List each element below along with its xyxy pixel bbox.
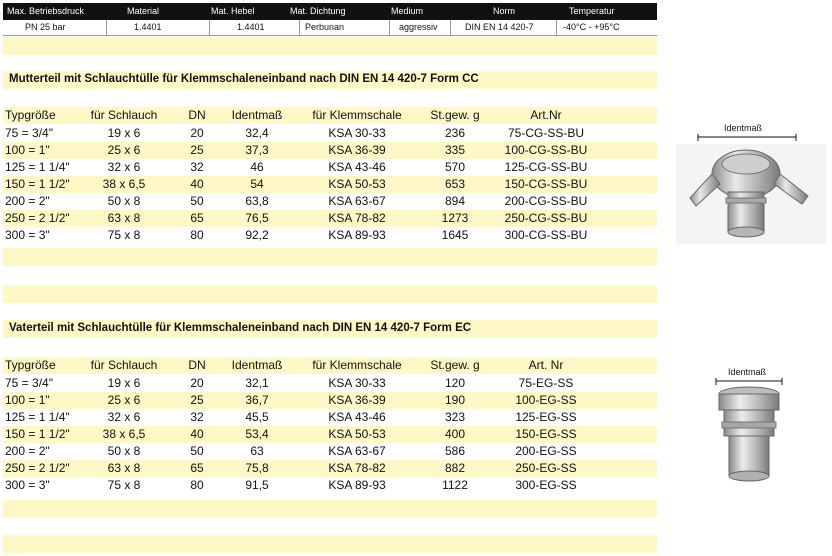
- table-cell: 120: [444, 376, 466, 390]
- spec-value-norm: DIN EN 14 420-7: [465, 22, 534, 32]
- table-cell: 882: [444, 461, 466, 475]
- divider: [450, 20, 451, 35]
- table-cell: 32,4: [245, 126, 269, 140]
- column-header: Identmaß: [231, 358, 283, 372]
- table-cell: KSA 43-46: [328, 410, 386, 424]
- table-cell: 63 x 8: [107, 461, 141, 475]
- table-row: [3, 375, 657, 392]
- table-cell: 63,8: [245, 194, 269, 208]
- spec-header-seal: Mat. Dichtung: [290, 6, 346, 16]
- section-cc-header-row: [3, 107, 657, 124]
- table-row: [3, 392, 657, 409]
- table-cell: 75-CG-SS-BU: [507, 126, 584, 140]
- table-cell: 91,5: [245, 478, 269, 492]
- table-cell: 37,3: [245, 143, 269, 157]
- section-ec-title: Vaterteil mit Schlauchtülle für Klemmschaleneinband nach DIN EN 14 420-7 Form EC: [9, 322, 472, 334]
- table-cell: 200 = 2": [5, 444, 50, 458]
- table-cell: 190: [444, 393, 466, 407]
- table-cell: 100-EG-SS: [515, 393, 577, 407]
- table-cell: 50 x 8: [107, 444, 141, 458]
- column-header: Identmaß: [231, 108, 283, 122]
- column-header: Art. Nr: [528, 358, 564, 372]
- table-cell: 32: [190, 410, 204, 424]
- spec-header-row: [3, 3, 657, 20]
- table-cell: 45,5: [245, 410, 269, 424]
- table-cell: 32,1: [245, 376, 269, 390]
- table-cell: 32 x 6: [107, 160, 141, 174]
- table-cell: 38 x 6,5: [102, 177, 146, 191]
- identmass-label-ec: Identmaß: [728, 367, 767, 377]
- section-title-band: [3, 320, 657, 338]
- table-cell: 250 = 2 1/2": [5, 461, 70, 475]
- table-cell: 125-EG-SS: [515, 410, 577, 424]
- spacer-band: [3, 285, 657, 303]
- table-row: [3, 159, 657, 176]
- table-cell: 100 = 1": [5, 393, 50, 407]
- spacer-band: [3, 248, 657, 266]
- table-cell: 1122: [442, 478, 468, 492]
- table-cell: KSA 78-82: [328, 461, 386, 475]
- column-header: für Klemmschale: [312, 108, 402, 122]
- table-cell: 150-CG-SS-BU: [504, 177, 588, 191]
- table-cell: 75-EG-SS: [518, 376, 574, 390]
- table-row: [3, 460, 657, 477]
- spacer-band: [3, 535, 657, 553]
- table-cell: 570: [444, 160, 466, 174]
- table-row: [3, 210, 657, 227]
- table-cell: 75,8: [245, 461, 269, 475]
- spec-header-material: Material: [127, 6, 160, 16]
- table-cell: 300-EG-SS: [515, 478, 577, 492]
- table-row: [3, 227, 657, 244]
- table-cell: 53,4: [245, 427, 269, 441]
- table-cell: 65: [190, 461, 204, 475]
- table-cell: KSA 63-67: [328, 194, 386, 208]
- table-cell: 80: [190, 478, 204, 492]
- table-cell: 150-EG-SS: [515, 427, 577, 441]
- table-cell: 63: [250, 444, 264, 458]
- table-cell: 300-CG-SS-BU: [504, 228, 588, 242]
- table-cell: 50: [190, 444, 204, 458]
- column-header: St.gew. g: [430, 358, 480, 372]
- column-header: für Klemmschale: [312, 358, 402, 372]
- table-cell: 32: [190, 160, 204, 174]
- section-cc-title: Mutterteil mit Schlauchtülle für Klemmschaleneinband nach DIN EN 14 420-7 Form CC: [9, 73, 479, 85]
- table-row: [3, 409, 657, 426]
- table-cell: 1273: [441, 211, 469, 225]
- table-cell: 125 = 1 1/4": [5, 410, 70, 424]
- table-cell: 100-CG-SS-BU: [504, 143, 588, 157]
- table-cell: 19 x 6: [107, 376, 141, 390]
- table-row: [3, 426, 657, 443]
- column-header: St.gew. g: [430, 108, 480, 122]
- table-cell: 150 = 1 1/2": [5, 177, 70, 191]
- column-header: für Schlauch: [90, 108, 158, 122]
- table-cell: 653: [444, 177, 466, 191]
- table-cell: 1645: [441, 228, 469, 242]
- spec-value-material: 1.4401: [134, 22, 162, 32]
- column-header: für Schlauch: [90, 358, 158, 372]
- table-cell: 50 x 8: [107, 194, 141, 208]
- table-cell: KSA 30-33: [328, 376, 386, 390]
- table-cell: 300 = 3": [5, 228, 50, 242]
- table-cell: 32 x 6: [107, 410, 141, 424]
- column-header: Art.Nr: [530, 108, 562, 122]
- spec-value-temperature: -40°C - +95°C: [563, 22, 620, 32]
- table-cell: 25: [190, 143, 204, 157]
- table-row: [3, 443, 657, 460]
- spec-header-pressure: Max. Betriebsdruck: [7, 6, 85, 16]
- spec-header-lever: Mat. Hebel: [211, 6, 255, 16]
- table-cell: 20: [190, 126, 204, 140]
- table-cell: 76,5: [245, 211, 269, 225]
- column-header: Typgröße: [5, 358, 56, 372]
- table-cell: 125 = 1 1/4": [5, 160, 70, 174]
- table-cell: 40: [190, 427, 204, 441]
- spec-value-lever: 1.4401: [237, 22, 265, 32]
- table-cell: 200-EG-SS: [515, 444, 577, 458]
- table-cell: 150 = 1 1/2": [5, 427, 70, 441]
- table-cell: 100 = 1": [5, 143, 50, 157]
- column-header: Typgröße: [5, 108, 56, 122]
- table-cell: 92,2: [245, 228, 269, 242]
- table-cell: KSA 43-46: [328, 160, 386, 174]
- table-cell: KSA 63-67: [328, 444, 386, 458]
- spacer-band: [3, 37, 657, 55]
- table-cell: 19 x 6: [107, 126, 141, 140]
- section-ec-header-row: [3, 357, 657, 374]
- divider: [209, 20, 210, 35]
- table-cell: 40: [190, 177, 204, 191]
- table-cell: KSA 50-53: [328, 427, 386, 441]
- divider: [389, 20, 390, 35]
- spec-value-medium: aggressiv: [399, 22, 438, 32]
- table-cell: 200-CG-SS-BU: [504, 194, 588, 208]
- table-cell: 400: [444, 427, 466, 441]
- spec-value-seal: Perbunan: [305, 22, 345, 32]
- table-cell: 75 x 8: [107, 478, 141, 492]
- spacer-band: [3, 500, 657, 517]
- table-cell: 335: [444, 143, 466, 157]
- table-cell: KSA 30-33: [328, 126, 386, 140]
- divider: [556, 20, 557, 35]
- table-cell: KSA 36-39: [328, 143, 386, 157]
- identmass-label-cc: Identmaß: [724, 123, 763, 133]
- table-cell: 586: [444, 444, 466, 458]
- table-cell: 250 = 2 1/2": [5, 211, 70, 225]
- table-cell: 46: [250, 160, 264, 174]
- table-cell: 65: [190, 211, 204, 225]
- table-cell: 200 = 2": [5, 194, 50, 208]
- table-row: [3, 125, 657, 142]
- spec-header-norm: Norm: [493, 6, 515, 16]
- table-row: [3, 176, 657, 193]
- table-cell: 54: [250, 177, 264, 191]
- table-cell: 125-CG-SS-BU: [504, 160, 588, 174]
- table-cell: 63 x 8: [107, 211, 141, 225]
- column-header: DN: [188, 358, 206, 372]
- table-row: [3, 142, 657, 159]
- table-cell: 38 x 6,5: [102, 427, 146, 441]
- section-title-band: [3, 71, 657, 89]
- table-cell: KSA 36-39: [328, 393, 386, 407]
- table-cell: 236: [444, 126, 466, 140]
- table-cell: 250-CG-SS-BU: [504, 211, 588, 225]
- spec-header-medium: Medium: [391, 6, 424, 16]
- table-cell: KSA 89-93: [328, 228, 386, 242]
- coupling-ec-picture: [712, 378, 786, 484]
- spec-values-row: [3, 20, 657, 36]
- coupling-cc-picture: [676, 134, 826, 246]
- table-cell: KSA 89-93: [328, 478, 386, 492]
- table-row: [3, 477, 657, 494]
- table-cell: 300 = 3": [5, 478, 50, 492]
- table-cell: 25: [190, 393, 204, 407]
- table-cell: 894: [444, 194, 466, 208]
- table-cell: 75 = 3/4": [5, 376, 53, 390]
- table-cell: KSA 78-82: [328, 211, 386, 225]
- table-cell: 75 x 8: [107, 228, 141, 242]
- spec-value-pressure: PN 25 bar: [25, 22, 66, 32]
- spec-header-temperature: Temperatur: [569, 6, 615, 16]
- table-cell: 50: [190, 194, 204, 208]
- column-header: DN: [188, 108, 206, 122]
- table-cell: 36,7: [245, 393, 269, 407]
- divider: [106, 20, 107, 35]
- table-cell: 250-EG-SS: [515, 461, 577, 475]
- table-cell: KSA 50-53: [328, 177, 386, 191]
- table-cell: 323: [444, 410, 466, 424]
- table-row: [3, 193, 657, 210]
- divider: [299, 20, 300, 35]
- table-cell: 25 x 6: [107, 143, 141, 157]
- table-cell: 75 = 3/4": [5, 126, 53, 140]
- table-cell: 20: [190, 376, 204, 390]
- table-cell: 25 x 6: [107, 393, 141, 407]
- table-cell: 80: [190, 228, 204, 242]
